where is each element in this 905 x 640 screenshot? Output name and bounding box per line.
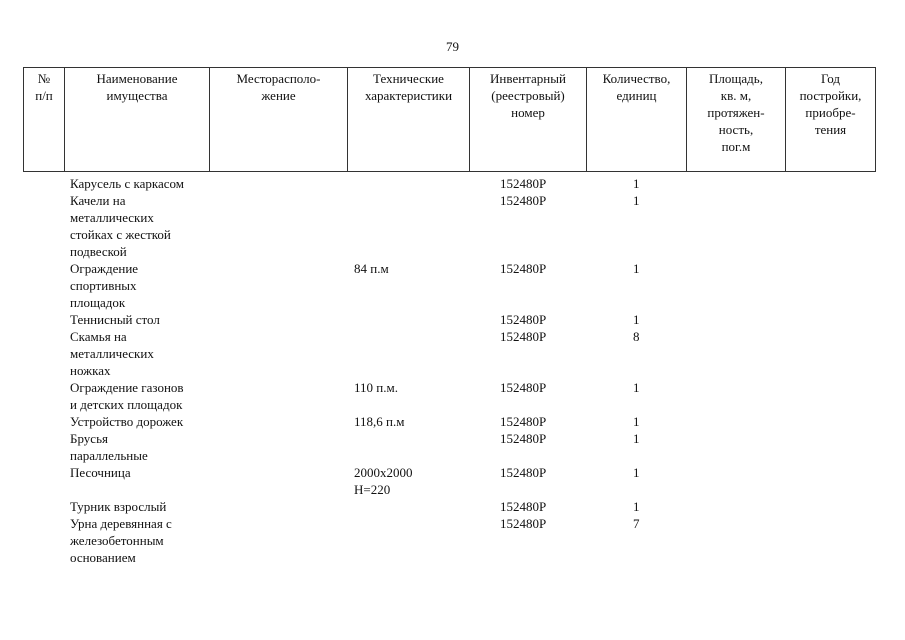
table-row <box>23 379 876 413</box>
item-tech <box>347 192 469 260</box>
item-quantity: 1 <box>633 465 640 480</box>
table-row <box>23 498 876 515</box>
table-header <box>23 67 876 172</box>
item-inventory: 152480Р <box>500 312 547 327</box>
item-tech: 118,6 п.м <box>354 414 405 429</box>
item-name: Ограждение газонов и детских площадок <box>70 380 184 412</box>
table-row <box>23 430 876 464</box>
item-inventory: 152480Р <box>500 176 547 191</box>
item-name: Брусья параллельные <box>70 431 148 463</box>
item-inventory: 152480Р <box>500 516 547 531</box>
item-name: Качели на металлических стойках с жесткой подвеской <box>70 193 171 259</box>
header-number: № п/п <box>24 68 65 171</box>
item-name: Песочница <box>70 465 131 480</box>
header-name: Наименование имущества <box>65 68 210 171</box>
table-row <box>23 515 876 566</box>
item-inventory: 152480Р <box>500 499 547 514</box>
item-inventory: 152480Р <box>500 329 547 344</box>
table-row <box>23 175 876 192</box>
table-row <box>23 260 876 311</box>
item-inventory: 152480Р <box>500 380 547 395</box>
item-quantity: 1 <box>633 431 640 446</box>
item-tech <box>347 515 469 566</box>
header-technical: Технические характеристики <box>348 68 470 171</box>
item-inventory: 152480Р <box>500 261 547 276</box>
item-tech: 110 п.м. <box>354 380 398 395</box>
table-row <box>23 328 876 379</box>
item-quantity: 1 <box>633 193 640 208</box>
item-name: Карусель с каркасом <box>70 176 185 191</box>
item-tech <box>347 311 469 328</box>
header-year: Год постройки, приобре- тения <box>799 71 862 137</box>
table-body <box>23 175 876 566</box>
item-tech <box>347 328 469 379</box>
item-quantity: 1 <box>633 414 640 429</box>
item-name: Скамья на металлических ножках <box>70 329 154 378</box>
item-quantity: 7 <box>633 516 640 531</box>
item-quantity: 1 <box>633 176 640 191</box>
page-number: 79 <box>446 39 459 54</box>
item-inventory: 152480Р <box>500 431 547 446</box>
table-row <box>23 192 876 260</box>
item-inventory: 152480Р <box>500 193 547 208</box>
table-row <box>23 311 876 328</box>
table-row <box>23 464 876 498</box>
item-name: Теннисный стол <box>70 312 160 327</box>
item-tech <box>347 430 469 464</box>
header-location: Месторасполо- жение <box>210 68 348 171</box>
item-inventory: 152480Р <box>500 465 547 480</box>
item-name: Ограждение спортивных площадок <box>70 261 139 310</box>
item-tech: 2000x2000 H=220 <box>354 465 413 497</box>
item-quantity: 1 <box>633 261 640 276</box>
header-inventory: Инвентарный (реестровый) номер <box>470 68 587 171</box>
item-name: Устройство дорожек <box>70 414 184 429</box>
item-quantity: 8 <box>633 329 640 344</box>
item-quantity: 1 <box>633 499 640 514</box>
item-inventory: 152480Р <box>500 414 547 429</box>
item-tech <box>347 175 469 192</box>
item-quantity: 1 <box>633 312 640 327</box>
table-row <box>23 413 876 430</box>
item-tech: 84 п.м <box>354 261 389 276</box>
item-tech <box>347 498 469 515</box>
item-name: Урна деревянная с железобетонным основанием <box>70 516 172 565</box>
header-quantity: Количество, единиц <box>587 68 687 171</box>
item-quantity: 1 <box>633 380 640 395</box>
header-area: Площадь, кв. м, протяжен- ность, пог.м <box>687 68 786 171</box>
item-name: Турник взрослый <box>70 499 167 514</box>
